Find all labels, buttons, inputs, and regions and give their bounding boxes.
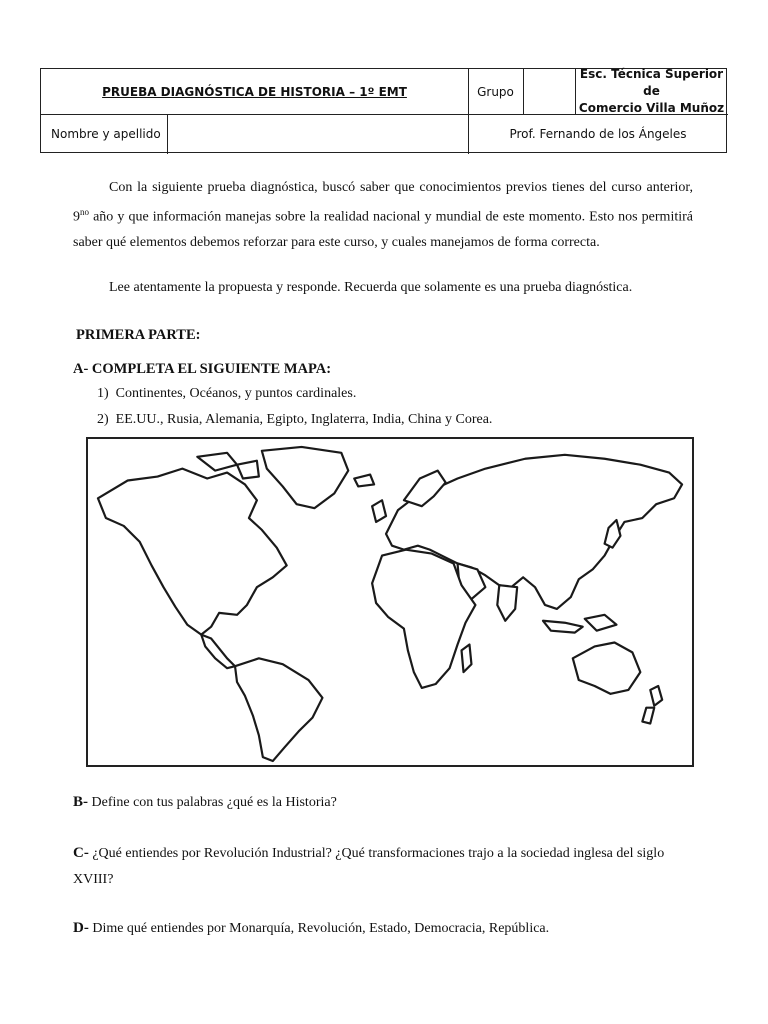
school-line-2: Comercio Villa Muñoz: [578, 101, 725, 115]
divider: [523, 69, 524, 114]
group-label: Grupo: [477, 84, 514, 99]
world-map: [86, 437, 694, 767]
intro-paragraph-1: Con la siguiente prueba diagnóstica, buscó saber que conocimientos previos tienes del curso anterior, $9^{no}$ año y que información manejas sobre la realidad nacional y mundial de este momento. Esto nos permitirá saber qué elementos debemos reforzar para este curso, y cuales manejamos de forma correcta.: [73, 180, 693, 250]
school-line-1: Esc. Técnica Superior de: [579, 67, 724, 98]
list-item: 2) EE.UU., Rusia, Alemania, Egipto, Inglaterra, India, China y Corea.: [97, 412, 493, 427]
intro-paragraph-2: Lee atentamente la propuesta y responde. Recuerda que solamente es una prueba diagnóstica.: [109, 280, 633, 295]
section-a-title: A- COMPLETA EL SIGUIENTE MAPA:: [73, 361, 332, 377]
exam-title: PRUEBA DIAGNÓSTICA DE HISTORIA – 1º EMT: [102, 84, 407, 99]
school-name: [575, 69, 728, 114]
list-item: 1) Continentes, Océanos, y puntos cardinales.: [97, 386, 357, 401]
question-b: B- Define con tus palabras ¿qué es la Historia?: [73, 794, 337, 810]
part-title: PRIMERA PARTE:: [76, 327, 201, 343]
name-label: Nombre y apellido: [51, 127, 161, 141]
divider: [167, 114, 168, 154]
header-table: [40, 68, 727, 153]
question-d: D- Dime qué entiendes por Monarquía, Revolución, Estado, Democracia, República.: [73, 920, 550, 936]
teacher-name: Prof. Fernando de los Ángeles: [509, 127, 687, 141]
question-c: C- ¿Qué entiendes por Revolución Industrial? ¿Qué transformaciones trajo a la sociedad inglesa del siglo XVIII?: [73, 845, 665, 887]
world-map-outline: [88, 439, 692, 765]
